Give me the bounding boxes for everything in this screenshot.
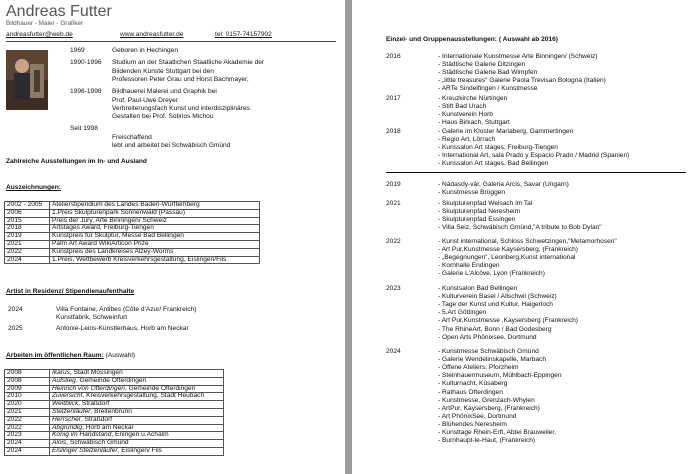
exhibition-item: - Kunssalon Art stages, Bad Bellingen: [438, 160, 549, 168]
award-text: Kunstpreis des Landkreises Alzey-Worms: [50, 248, 260, 256]
work-title: Eislinger Stelzenläufer: [52, 446, 118, 454]
exhibition-year: 2023: [386, 285, 401, 292]
bio-text: Geboren in Hechingen: [112, 47, 178, 54]
exhibition-item: - 5.Art Göttingen: [438, 309, 487, 317]
work-title: Stelzenläufer: [52, 407, 91, 415]
exhibition-item: - Haus Birkach, Stuttgart: [438, 119, 510, 127]
award-year: 2018: [5, 225, 50, 233]
website-link[interactable]: www.andreasfutter.de: [120, 31, 184, 38]
award-year: 2021: [5, 240, 50, 248]
work-place: , Straßdorf: [80, 415, 113, 423]
exhibition-item: - Art Pur,Kunstmesse Kaysersberg, (Frankreich): [438, 246, 578, 254]
header-divider: [6, 41, 336, 42]
artist-photo: [6, 50, 48, 110]
bio-year: 1996-1998: [70, 88, 102, 96]
award-text: 1.Preis Skulpturenpark Sonnenwald (Passau): [50, 209, 260, 217]
award-text: Artstages Award, Freiburg-Tiengen: [50, 225, 260, 233]
exhibition-item: - Kunstsalon Bad Bellingen: [438, 285, 518, 292]
exhibition-item: - Skulpturenpfad Neresheim: [438, 208, 521, 216]
exhibition-item: - Kunssalon Art stages, Freiburg-Tiengen: [438, 144, 558, 152]
residency-text: Antonie-Leins-Künstlerhaus, Horb am Neckar: [56, 325, 189, 332]
bio-year: 1969: [70, 47, 85, 54]
phone-link[interactable]: tel: 0157-74157902: [215, 31, 272, 38]
award-row: [5, 248, 260, 256]
exhibition-item: - Nádasdy-vár, Galeria Arcis, Savar (Ungarn): [438, 181, 569, 188]
exhibition-item: - Tage der Kunst und Kultur, Haigerloch: [438, 301, 553, 309]
work-year: 2024: [5, 447, 50, 455]
exhibition-item: - Kunst international, Schloss Schwetzingen,"Metamorhosen": [438, 238, 617, 245]
exhibition-item: - Blühendes Neresheim: [438, 420, 507, 428]
exhibition-item: - Art PhönixSee, Dortmund: [438, 412, 517, 420]
work-title: Herrscher: [52, 415, 81, 423]
exhibition-item: - Galerie im Kloster Mariaberg, Gammertingen: [438, 128, 574, 135]
public-works-table: [4, 369, 224, 456]
exhibition-item: - Kunstmesse Brüggen: [438, 189, 506, 197]
work-row: [5, 408, 224, 416]
exhibition-item: - Kulturverein Basel / Allschwil (Schweiz): [438, 293, 557, 301]
bio-year: Seit 1998: [70, 125, 98, 133]
bio-text: Studium an der Staatlichen Staatliche Akademie der: [112, 59, 265, 67]
awards-heading: Auszeichnungen:: [6, 184, 61, 191]
award-year: 2015: [5, 217, 50, 225]
work-place: , Eislingen/ Fils: [117, 446, 162, 454]
cv-page-1: [0, 0, 345, 474]
exhibition-item: - Städtische Galerie Bad Wimpfen: [438, 69, 538, 77]
award-text: Preis der Jury, Arte Binningen/ Schweiz: [50, 217, 260, 225]
exhibition-item: - ArtPur, Kaysersberg, (Frankreich): [438, 404, 540, 412]
cv-page-2: [352, 0, 700, 474]
award-year: 2006: [5, 209, 50, 217]
work-cell: [50, 447, 224, 455]
artist-subtitle: Bildhauer - Maler - Grafiker: [6, 20, 84, 27]
exhibition-item: - Internationale Kunstmesse Arte Binningen/ (Schweiz): [438, 53, 598, 60]
exhibition-item: - „Begegnungen“, Leonberg,Kunst international: [438, 254, 576, 262]
exhibition-year: 2017: [386, 95, 401, 102]
work-place: , Eningen u.Achalm: [111, 431, 169, 439]
work-title: Zuversicht: [52, 392, 83, 400]
exhibition-item: - Kornhalle Endingen: [438, 262, 500, 270]
work-place: , Gemeinde Ofterdingen: [75, 376, 147, 384]
awards-table: [4, 201, 260, 264]
work-year: 2022: [5, 424, 50, 432]
residency-text: Villa Fontaine, Antibes (Côte d'Azur/ Frankreich): [56, 306, 197, 313]
exhibitions-heading: Einzel- und Gruppenausstellungen: ( Auswahl ab 2016): [386, 36, 558, 43]
bio-year: 1990-1996: [70, 59, 102, 67]
award-year: 2002 - 2005: [5, 202, 50, 210]
work-title: Ikarus: [52, 369, 70, 376]
exhibition-item: - International Art, sala Prado y Espacio Prado / Madrid (Spanien): [438, 152, 630, 160]
bio-text: lebt und arbeitet bei Schwäbisch Gmünd: [112, 142, 231, 149]
work-year: 2020: [5, 401, 50, 409]
exhibition-item: - Stift Bad Urach: [438, 103, 487, 111]
award-text: Kunstpreis für Skulptur, Messe Bad Bellingen: [50, 233, 260, 241]
work-row: [5, 393, 224, 401]
residency-year: 2025: [8, 325, 23, 332]
residency-heading: Artist in Residenz/ Stipendienaufenthalte: [6, 288, 135, 295]
work-place: , Gemeinde Ofterdingen: [124, 384, 196, 392]
exhibition-item: - Kunstmesse Schwäbisch Gmünd: [438, 348, 539, 355]
award-text: Palm Art Award WikiArticon Prize: [50, 240, 260, 248]
work-year: 2022: [5, 416, 50, 424]
work-title: Weitblick: [52, 400, 79, 408]
residency-text: Kunstfabrik, Schweinfurt: [56, 314, 128, 322]
award-year: 2022: [5, 248, 50, 256]
work-year: 2008: [5, 377, 50, 385]
artist-name: Andreas Futter: [6, 3, 112, 20]
exhibition-item: - ARTe Sindelfingen / Kunstmesse: [438, 85, 538, 93]
email-link[interactable]: andreasfutter@web.de: [6, 31, 73, 38]
exhibitions-note: Zahlreiche Ausstellungen im In- und Ausland: [6, 158, 147, 165]
work-title: Alois: [52, 439, 67, 447]
exhibition-item: - Regio Art, Lörrach: [438, 136, 496, 144]
exhibition-item: - The RhineArt, Bonn / Bad Godesberg: [438, 325, 552, 333]
award-row: [5, 256, 260, 264]
exhibition-item: - Art Pur,Kunstmesse ,Kaysersberg (Frankreich): [438, 317, 578, 325]
exhibition-item: - Open Arts Phönixsee, Dortmund: [438, 333, 537, 341]
exhibition-item: - Villa Seiz, Schwäbisch Gmünd,"A tribute to Bob Dylan": [438, 224, 602, 232]
bio-text: Bildenden Künste Stuttgart bei den: [112, 67, 214, 75]
exhibition-item: - Städtische Galerie Ditzingen: [438, 61, 526, 69]
exhibition-year: 2016: [386, 53, 401, 60]
work-place: , Horb am Neckar: [82, 423, 134, 431]
award-year: 2024: [5, 256, 50, 264]
work-row: [5, 447, 224, 455]
exhibition-item: - Kreuzkirche Nürtingen: [438, 95, 508, 102]
work-year: 2010: [5, 393, 50, 401]
award-text: 1.Preis, Wettbewerb Kreisverkehrsgestaltung, Eislingen/Fils: [50, 256, 260, 264]
work-place: , Kreisverkehrsgestaltung, Stadt Heubach: [82, 392, 205, 400]
bio-text: Gestalten bei Prof. Sotirios Michou: [112, 113, 214, 121]
work-year: 2009: [5, 385, 50, 393]
work-title: Aufstieg: [52, 376, 76, 384]
exhibition-item: - Kunstverein Horb: [438, 111, 493, 119]
exhibition-item: - Galerie Wendelinskapelle, Marbach: [438, 356, 546, 364]
work-year: 2024: [5, 440, 50, 448]
work-title: Heinrich von Ofterdingen: [52, 384, 125, 392]
exhibition-item: - Skulpturenpfad Essingen: [438, 216, 516, 224]
exhibition-year: 2024: [386, 348, 401, 355]
award-year: 2019: [5, 233, 50, 241]
bio-text: Bildhauerei Malerei und Graphik bei: [112, 88, 217, 96]
residency-year: 2024: [8, 306, 23, 313]
exhibitions-divider: [386, 172, 686, 173]
work-title: Abgründig: [52, 423, 83, 431]
exhibition-year: 2022: [386, 238, 401, 245]
exhibition-item: - Rathaus Ofterdingen: [438, 388, 503, 396]
work-place: , Stadt Mössingen: [69, 369, 123, 376]
work-year: 2023: [5, 432, 50, 440]
work-place: , Straßdorf: [78, 400, 110, 408]
exhibition-item: - Offene Ateliers, Pforzheim: [438, 364, 519, 372]
exhibition-item: - Galerie L'Alcôve, Lyon (Frankreich): [438, 270, 545, 278]
work-place: , Breitenbrunn: [90, 407, 132, 415]
exhibition-year: 2018: [386, 128, 401, 135]
exhibition-item: - Steinhauermuseum, Mühlbach-Eppingen: [438, 372, 562, 380]
exhibition-item: - Kunsttage Rhein-Erft, Abtei Brauweiler,: [438, 429, 557, 436]
exhibition-year: 2021: [386, 200, 401, 207]
award-text: Atelierstipendium des Landes Baden-Württemberg: [50, 202, 260, 210]
work-place: , Schwäbisch Gmünd: [66, 439, 129, 447]
exhibition-item: - Skulpturenpfad Weisach im Tal: [438, 200, 533, 207]
work-year: 2021: [5, 408, 50, 416]
exhibition-item: - „little treasures“ Galerie Paola Trevisan Bologna (Italien): [438, 77, 606, 85]
exhibition-item: - Kulturnacht, Küsaberg: [438, 380, 508, 388]
bio-text: Professoren Peter Grau und Horst Bachmayer,: [112, 75, 249, 83]
bio-text: Prof. Paul-Uwe Dreyer: [112, 96, 178, 104]
public-works-heading: Arbeiten im öffentlichen Raum: (Auswahl): [6, 352, 135, 359]
exhibition-item: - Burnhaupt-le-Haut, (Frankreich): [438, 437, 536, 445]
work-title: König im Handstand: [52, 431, 112, 439]
exhibition-year: 2019: [386, 181, 401, 188]
bio-text: Freischaffend: [112, 133, 152, 141]
award-row: [5, 209, 260, 217]
exhibition-item: - Kunstmesse, Grenzach-Whylen: [438, 396, 535, 404]
work-year: 2008: [5, 370, 50, 378]
bio-text: Verbreiterungsfach Kunst und interdisziplinäres: [112, 104, 250, 112]
